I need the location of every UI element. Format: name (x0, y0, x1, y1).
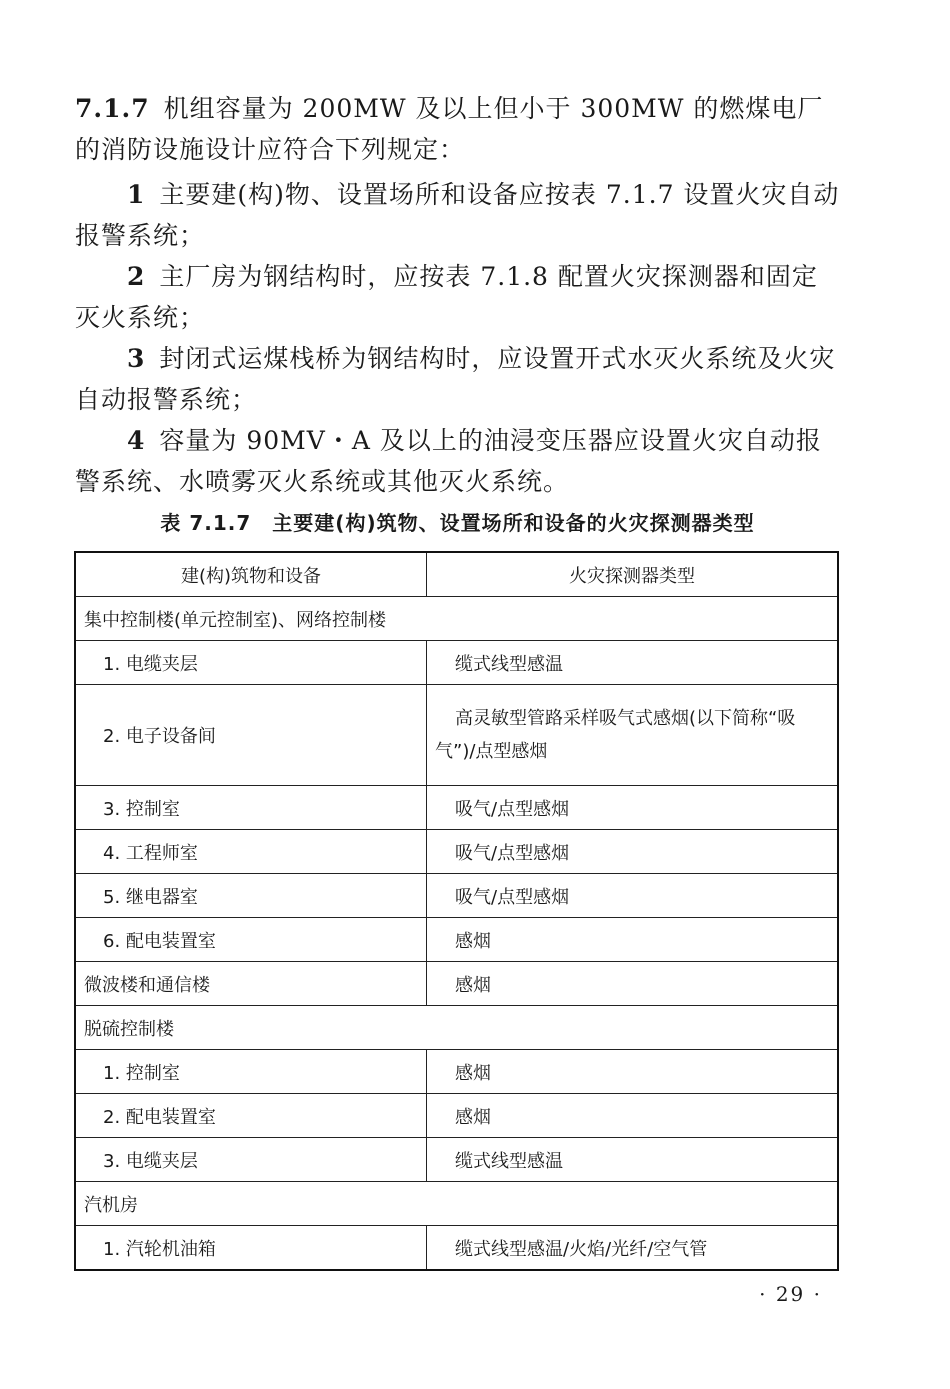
item-paragraph-4 (75, 420, 840, 502)
building-cell: 微波楼和通信楼 (75, 962, 427, 1006)
page-number: · 29 · (759, 1282, 822, 1306)
table-header-row (75, 552, 838, 597)
building-cell: 1. 电缆夹层 (75, 641, 427, 685)
clause-text: 机组容量为 200MW 及以上但小于 300MW 的燃煤电厂的消防设施设计应符合下列规定： (75, 94, 824, 164)
table-row (75, 830, 838, 874)
detector-cell: 高灵敏型管路采样吸气式感烟(以下简称“吸气”)/点型感烟 (427, 685, 839, 786)
table-group-row (75, 1182, 838, 1226)
detector-cell: 吸气/点型感烟 (427, 830, 839, 874)
building-cell: 1. 汽轮机油箱 (75, 1226, 427, 1271)
item-paragraph-3 (75, 338, 840, 420)
group-label: 汽机房 (75, 1182, 838, 1226)
table-row (75, 874, 838, 918)
detector-cell: 感烟 (427, 918, 839, 962)
detector-cell: 感烟 (427, 962, 839, 1006)
building-cell: 3. 控制室 (75, 786, 427, 830)
building-cell: 2. 配电装置室 (75, 1094, 427, 1138)
building-cell: 4. 工程师室 (75, 830, 427, 874)
header-building: 建(构)筑物和设备 (75, 552, 427, 597)
detector-cell: 缆式线型感温/火焰/光纤/空气管 (427, 1226, 839, 1271)
detector-cell: 感烟 (427, 1094, 839, 1138)
table-row (75, 1226, 838, 1271)
table-row (75, 962, 838, 1006)
header-detector-type: 火灾探测器类型 (427, 552, 839, 597)
clause-number: 7.1.7 (75, 94, 150, 123)
item-paragraph-1 (75, 174, 840, 256)
building-cell: 5. 继电器室 (75, 874, 427, 918)
building-cell: 2. 电子设备间 (75, 685, 427, 786)
table-caption: 表 7.1.7 主要建(构)筑物、设置场所和设备的火灾探测器类型 (160, 511, 755, 535)
detector-cell: 吸气/点型感烟 (427, 874, 839, 918)
item-text: 主厂房为钢结构时，应按表 7.1.8 配置火灾探测器和固定灭火系统； (75, 262, 818, 332)
detector-cell: 感烟 (427, 1050, 839, 1094)
detector-table (74, 551, 839, 1271)
group-label: 集中控制楼(单元控制室)、网络控制楼 (75, 597, 838, 641)
table-group-row (75, 597, 838, 641)
item-number: 1 (127, 180, 146, 209)
item-number: 4 (127, 426, 146, 455)
detector-cell: 缆式线型感温 (427, 641, 839, 685)
table-row (75, 641, 838, 685)
item-text: 封闭式运煤栈桥为钢结构时，应设置开式水灭火系统及火灾自动报警系统； (75, 344, 836, 414)
detector-cell: 吸气/点型感烟 (427, 786, 839, 830)
table-row (75, 685, 838, 786)
item-text: 主要建(构)物、设置场所和设备应按表 7.1.7 设置火灾自动报警系统； (75, 180, 840, 250)
item-number: 2 (127, 262, 146, 291)
group-label: 脱硫控制楼 (75, 1006, 838, 1050)
building-cell: 3. 电缆夹层 (75, 1138, 427, 1182)
building-cell: 1. 控制室 (75, 1050, 427, 1094)
table-group-row (75, 1006, 838, 1050)
table-row (75, 1138, 838, 1182)
item-number: 3 (127, 344, 146, 373)
item-text: 容量为 90MV・A 及以上的油浸变压器应设置火灾自动报警系统、水喷雾灭火系统或其他灭火系统。 (75, 426, 822, 496)
table-row (75, 918, 838, 962)
item-paragraph-2 (75, 256, 840, 338)
detector-cell: 缆式线型感温 (427, 1138, 839, 1182)
table-row (75, 1094, 838, 1138)
table-row (75, 1050, 838, 1094)
building-cell: 6. 配电装置室 (75, 918, 427, 962)
clause-paragraph (75, 88, 840, 170)
table-row (75, 786, 838, 830)
